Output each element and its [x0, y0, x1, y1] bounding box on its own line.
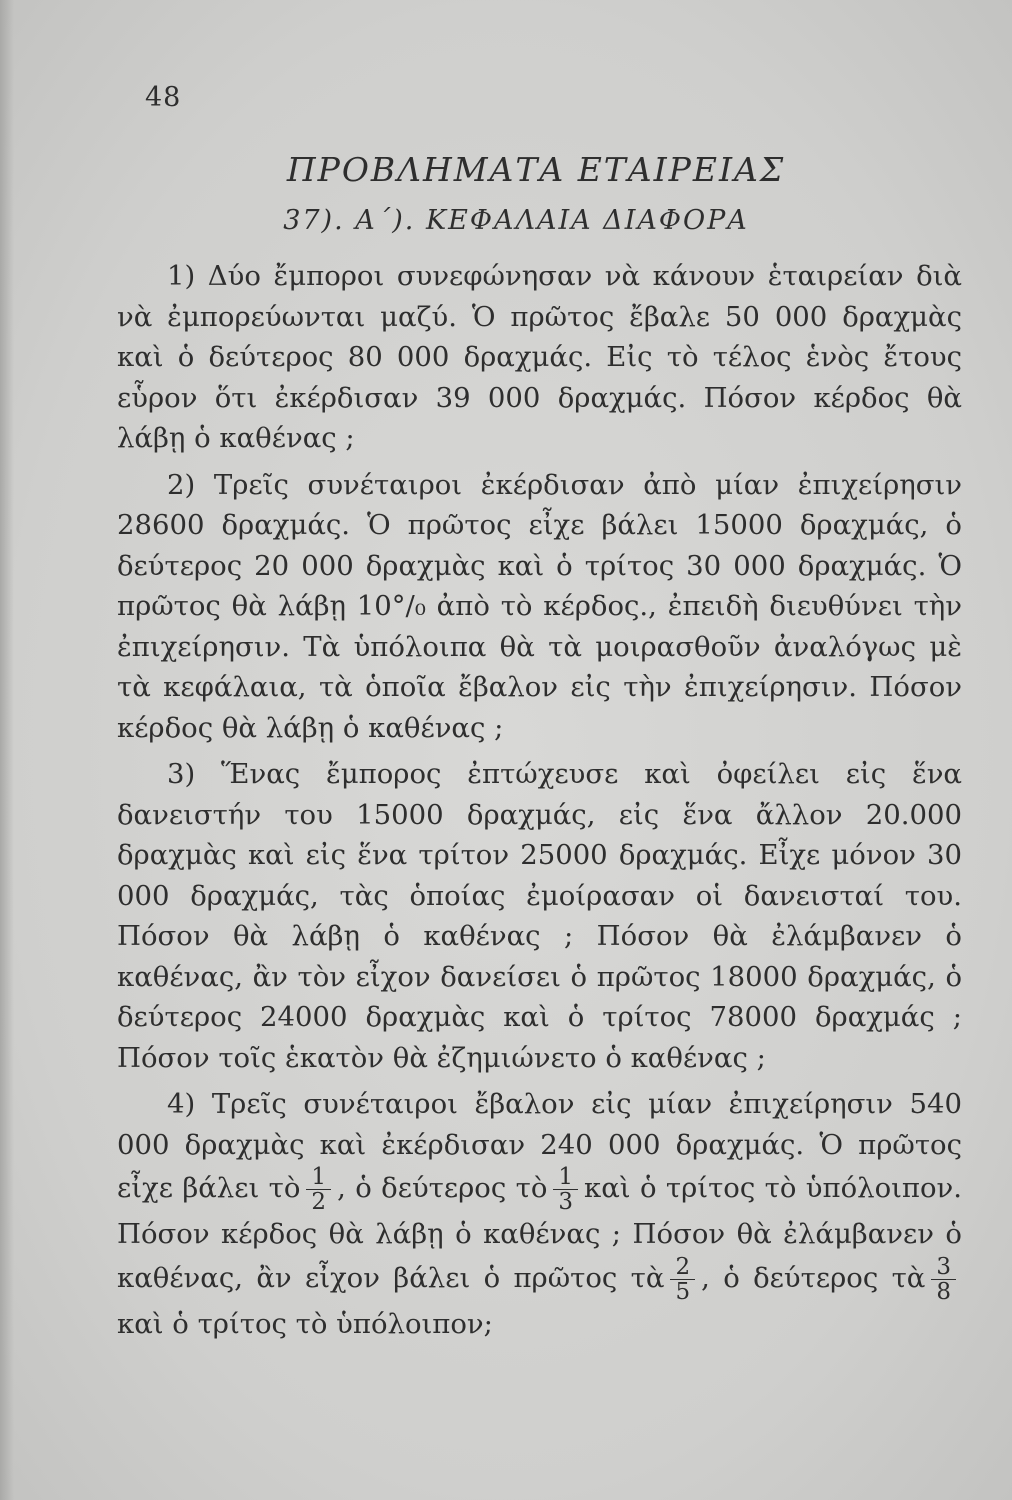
fraction-numerator: 3: [931, 1255, 956, 1280]
fraction-denominator: 3: [558, 1189, 574, 1216]
fraction-denominator: 5: [675, 1278, 691, 1305]
problem-4-text-part5: καὶ ὁ τρίτος τὸ ὑπόλοιπον;: [117, 1308, 493, 1341]
problem-4: [117, 1084, 962, 1345]
fraction-numerator: 2: [670, 1255, 695, 1280]
fraction-two-fifths: [670, 1255, 695, 1304]
problem-1: 1) Δύο ἔμποροι συνεφώνησαν νὰ κάνουν ἑταιρείαν διὰ νὰ ἐμπορεύωνται μαζύ. Ὁ πρῶτος ἔβαλε 50 000 δραχμὰς καὶ ὁ δεύτερος 80 000 δραχμάς. Εἰς τὸ τέλος ἑνὸς ἔτους εὗρον ὅτι ἐκέρδισαν 39 000 δραχμάς. Πόσον κέρδος θὰ λάβῃ ὁ καθένας ;: [117, 260, 962, 454]
problem-3: 3) Ἕνας ἔμπορος ἐπτώχευσε καὶ ὀφείλει εἰς ἕνα δανειστήν του 15000 δραχμάς, εἰς ἕνα ἄλλον 20.000 δραχμὰς καὶ εἰς ἕνα τρίτον 25000 δραχμάς. Εἶχε μόνον 30 000 δραχμάς, τὰς ὁποίας ἐμοίρασαν οἱ δανεισταί του. Πόσον θὰ λάβῃ ὁ καθένας ; Πόσον θὰ ἐλάμβανεν ὁ καθένας, ἂν τὸν εἶχον δανείσει ὁ πρῶτος 18000 δραχμάς, ὁ δεύτερος 24000 δραχμὰς καὶ ὁ τρίτος 78000 δραχμάς ; Πόσον τοῖς ἑκατὸν θὰ ἐζημιώνετο ὁ καθένας ;: [117, 758, 962, 1074]
section-title: ΠΡΟΒΛΗΜΑΤΑ ΕΤΑΙΡΕΙΑΣ: [286, 150, 786, 189]
fraction-denominator: 2: [311, 1189, 327, 1216]
problem-4-text-part4: , ὁ δεύτερος τὰ: [701, 1261, 926, 1294]
section-subtitle: 37). Α΄). ΚΕΦΑΛΑΙΑ ΔΙΑΦΟΡΑ: [283, 205, 749, 236]
problem-4-text-part1: 4) Τρεῖς συνέταιροι ἔβαλον εἰς μίαν ἐπιχείρησιν 540 000 δραχμὰς καὶ ἐκέρδισαν 240 000 δραχμάς. Ὁ πρῶτος εἶχε βάλει τὸ: [117, 1088, 962, 1205]
problem-4-text-part2: , ὁ δεύτερος τὸ: [337, 1172, 548, 1205]
fraction-three-eighths: [931, 1255, 956, 1304]
fraction-one-half: [306, 1165, 331, 1214]
fraction-numerator: 1: [553, 1165, 578, 1190]
fraction-denominator: 8: [936, 1278, 951, 1305]
page-number: 48: [145, 82, 182, 113]
fraction-one-third: [553, 1165, 578, 1214]
problems-body: [117, 256, 962, 1351]
problem-2: 2) Τρεῖς συνέταιροι ἐκέρδισαν ἀπὸ μίαν ἐπιχείρησιν 28600 δραχμάς. Ὁ πρῶτος εἶχε βάλει 15000 δραχμάς, ὁ δεύτερος 20 000 δραχμὰς καὶ ὁ τρίτος 30 000 δραχμάς. Ὁ πρῶτος θὰ λάβῃ 10°/₀ ἀπὸ τὸ κέρδος., ἐπειδὴ διευθύνει τὴν ἐπιχείρησιν. Τὰ ὑπόλοιπα θὰ τὰ μοιρασθοῦν ἀναλόγως μὲ τὰ κεφάλαια, τὰ ὁποῖα ἔβαλον εἰς τὴν ἐπιχείρησιν. Πόσον κέρδος θὰ λάβῃ ὁ καθένας ;: [117, 468, 962, 744]
fraction-numerator: 1: [306, 1165, 331, 1190]
problem-4-text-part3: καὶ ὁ τρίτος τὸ ὑπόλοιπον. Πόσον κέρδος θὰ λάβῃ ὁ καθένας ; Πόσον θὰ ἐλάμβανεν ὁ καθένας, ἂν εἶχον βάλει ὁ πρῶτος τὰ: [117, 1172, 963, 1294]
